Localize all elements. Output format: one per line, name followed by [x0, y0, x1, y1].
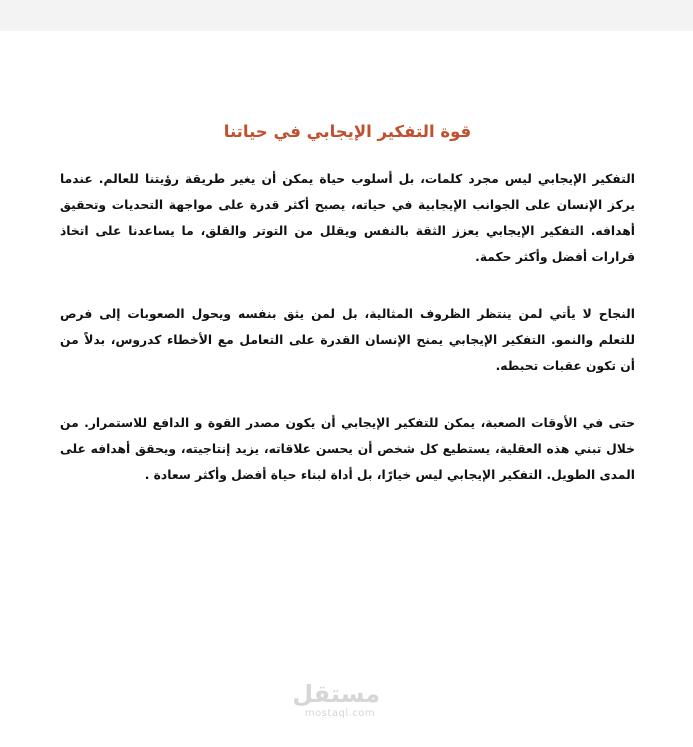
watermark-url: mostaql.com [304, 708, 376, 719]
document-title: قوة التفكير الإيجابي في حياتنا [223, 122, 472, 141]
mostaql-watermark [292, 680, 380, 720]
paragraph-3: حتى في الأوقات الصعبة، يمكن للتفكير الإيجابي أن يكون مصدر القوة و الدافع للاستمرار. من خلال تبني هذه العقلية، يستطيع كل شخص أن يحسن علاقاته، يزيد إنتاجيته، ويحقق أهدافه على المدى الطويل. التفكير الإيجابي ليس خيارًا، بل أداة لبناء حياة أفضل وأكثر سعادة . [60, 416, 635, 482]
paragraph-2: النجاح لا يأتي لمن ينتظر الظروف المثالية، بل لمن يثق بنفسه ويحول الصعوبات إلى فرص للتعلم والنمو. التفكير الإيجابي يمنح الإنسان القدرة على التعامل مع الأخطاء كدروس، بدلاً من أن تكون عقبات تحبطه. [60, 307, 635, 373]
watermark-logo-text: مستقل [292, 680, 380, 708]
document-page [60, 112, 635, 519]
paragraph-1: التفكير الإيجابي ليس مجرد كلمات، بل أسلوب حياة يمكن أن يغير طريقة رؤيتنا للعالم. عندما يركز الإنسان على الجوانب الإيجابية في حياته، يصبح أكثر قدرة على مواجهة التحديات وتحقيق أهدافه. التفكير الإيجابي يعزز الثقة بالنفس ويقلل من التوتر والقلق، ما يساعدنا على اتخاذ قرارات أفضل وأكثر حكمة. [60, 172, 635, 264]
top-band [0, 0, 693, 31]
